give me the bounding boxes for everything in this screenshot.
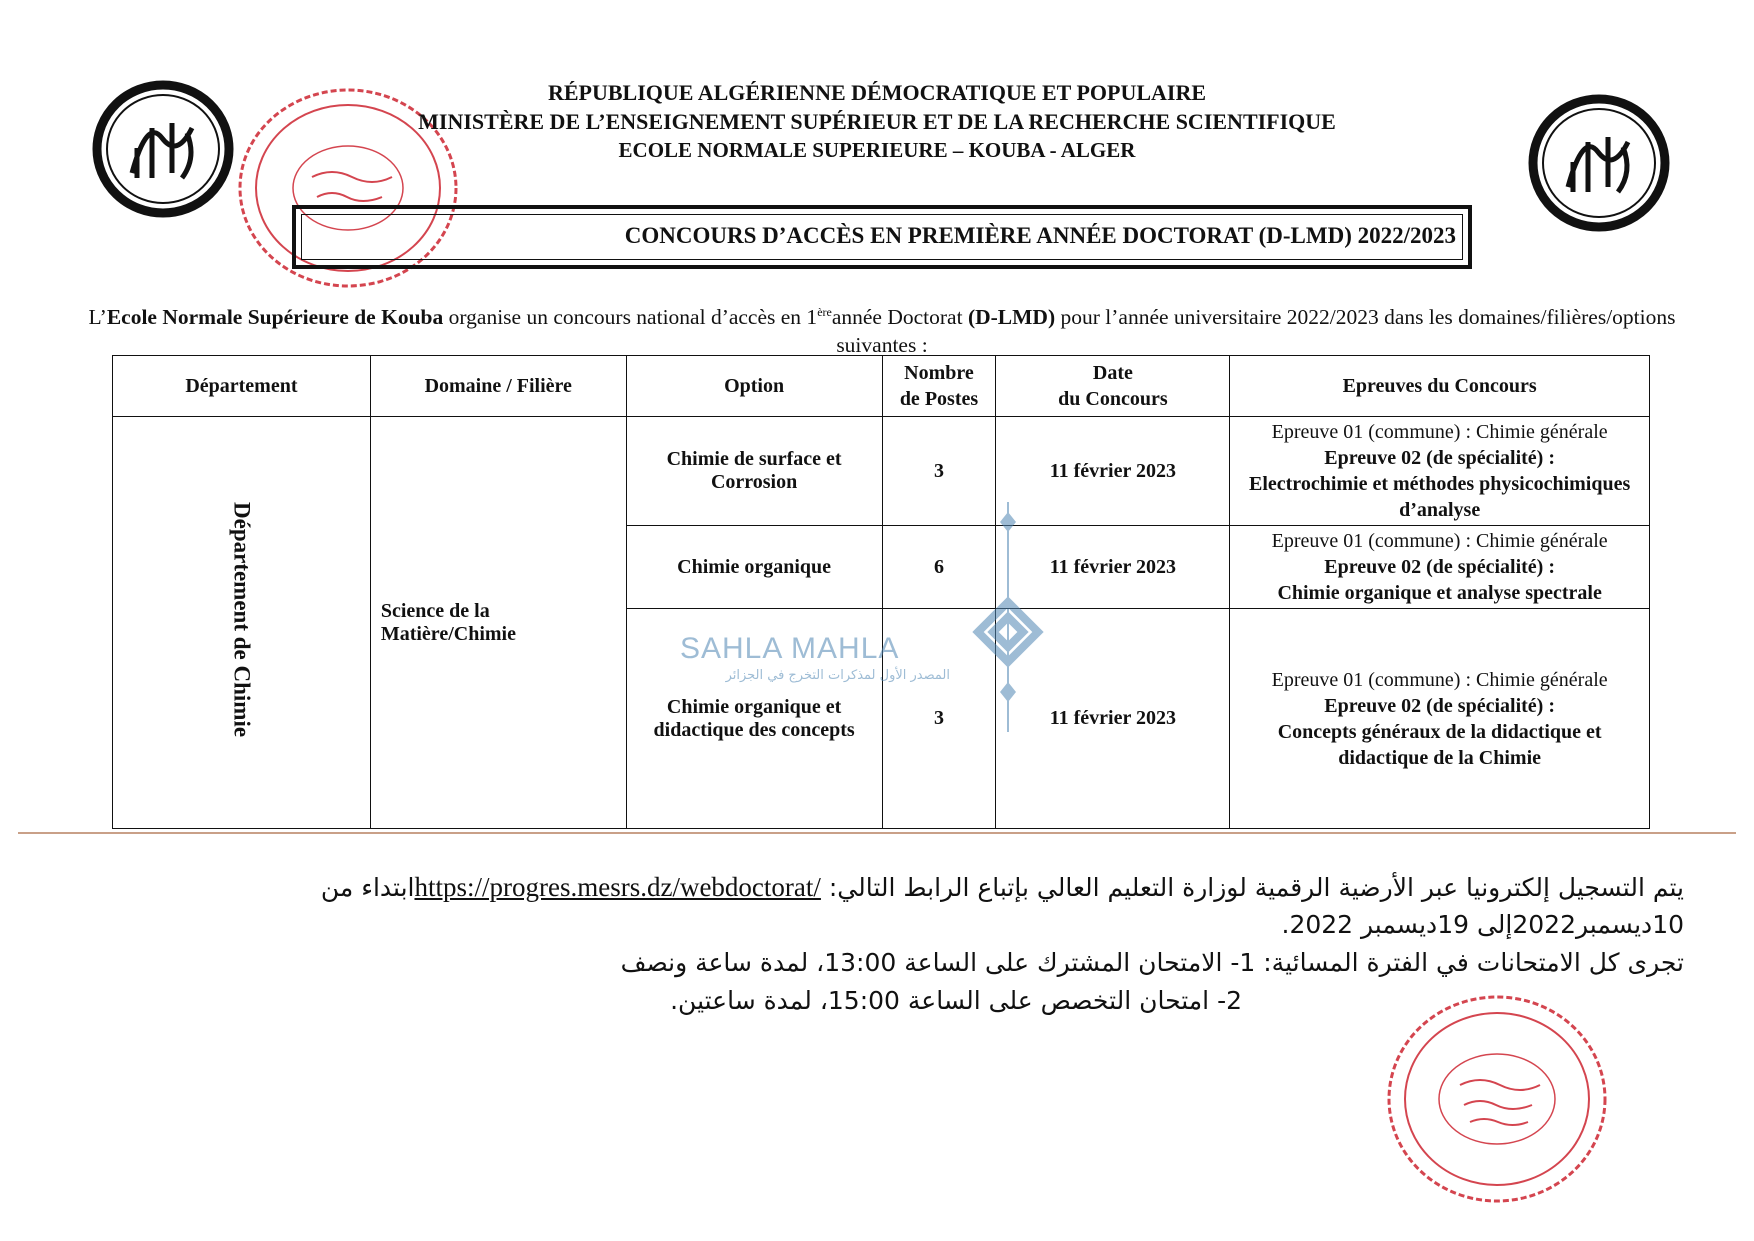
postes-cell: 3: [882, 609, 996, 829]
postes-cell: 3: [882, 417, 996, 526]
watermark-tagline: المصدر الأول لمذكرات التخرج في الجزائر: [725, 668, 950, 683]
epreuves-cell: Epreuve 01 (commune) : Chimie générale Epreuve 02 (de spécialité) : Electrochimie et méthodes physicochimiques d’analyse: [1230, 417, 1650, 526]
col-header-postes: Nombre de Postes: [882, 356, 996, 417]
document-title: CONCOURS D’ACCÈS EN PREMIÈRE ANNÉE DOCTORAT (D-LMD) 2022/2023: [624, 223, 1456, 248]
header-school: ECOLE NORMALE SUPERIEURE – KOUBA - ALGER: [618, 138, 1136, 162]
intro-paragraph: L’Ecole Normale Supérieure de Kouba organise un concours national d’accès en 1èreannée Doctorat (D-LMD) pour l’année universitaire 2022/2023 dans les domaines/filières/options suivantes :: [88, 305, 1676, 358]
postes-cell: 6: [882, 526, 996, 609]
table-row: [113, 417, 1650, 526]
watermark-name: SAHLA MAHLA: [680, 632, 900, 665]
departement-cell: [113, 417, 371, 829]
option-cell: Chimie de surface et Corrosion: [626, 417, 882, 526]
table-header-row: [113, 356, 1650, 417]
header-ministry: MINISTÈRE DE L’ENSEIGNEMENT SUPÉRIEUR ET DE LA RECHERCHE SCIENTIFIQUE: [418, 109, 1336, 134]
separator-line: [18, 832, 1736, 834]
epreuves-cell: Epreuve 01 (commune) : Chimie générale Epreuve 02 (de spécialité) : Concepts généraux de la didactique et didactique de la Chimie: [1230, 609, 1650, 829]
arabic-line-2: 10ديسمبر2022إلى 19ديسمبر 2022.: [1281, 910, 1684, 939]
registration-link[interactable]: https://progres.mesrs.dz/webdoctorat/: [414, 872, 821, 902]
option-cell: Chimie organique: [626, 526, 882, 609]
bottom-school-stamp-icon: [1382, 990, 1612, 1208]
col-header-option: Option: [626, 356, 882, 417]
departement-label: Département de Chimie: [229, 501, 255, 738]
option-cell: Chimie organique et didactique des concepts: [626, 609, 882, 829]
col-header-date: Date du Concours: [996, 356, 1230, 417]
date-cell: 11 février 2023: [996, 526, 1230, 609]
col-header-epreuves: Epreuves du Concours: [1230, 356, 1650, 417]
watermark: [680, 622, 1120, 742]
arabic-line-4: 2- امتحان التخصص على الساعة 15:00، لمدة ساعتين.: [670, 986, 1242, 1015]
school-name: Ecole Normale Supérieure de Kouba: [106, 305, 444, 330]
epreuves-cell: Epreuve 01 (commune) : Chimie générale Epreuve 02 (de spécialité) : Chimie organique et analyse spectrale: [1230, 526, 1650, 609]
dlmd-label: (D-LMD): [967, 305, 1056, 330]
domaine-cell: Science de la Matière/Chimie: [370, 417, 626, 829]
date-cell: 11 février 2023: [996, 417, 1230, 526]
col-header-departement: Département: [113, 356, 371, 417]
header-republic: RÉPUBLIQUE ALGÉRIENNE DÉMOCRATIQUE ET POPULAIRE: [547, 80, 1207, 105]
arabic-line-1: يتم التسجيل إلكترونيا عبر الأرضية الرقمية لوزارة التعليم العالي بإتباع الرابط التالي: https://progres.mesrs.dz/webdoctorat/ابتداء من: [320, 872, 1684, 902]
date-cell: 11 février 2023: [996, 609, 1230, 829]
arabic-line-3: تجرى كل الامتحانات في الفترة المسائية: 1- الامتحان المشترك على الساعة 13:00، لمدة ساعة ونصف: [620, 948, 1684, 977]
concours-table: [112, 355, 1650, 829]
title-frame: [292, 205, 1472, 269]
watermark-logo-icon: [958, 502, 1058, 732]
col-header-domaine: Domaine / Filière: [370, 356, 626, 417]
